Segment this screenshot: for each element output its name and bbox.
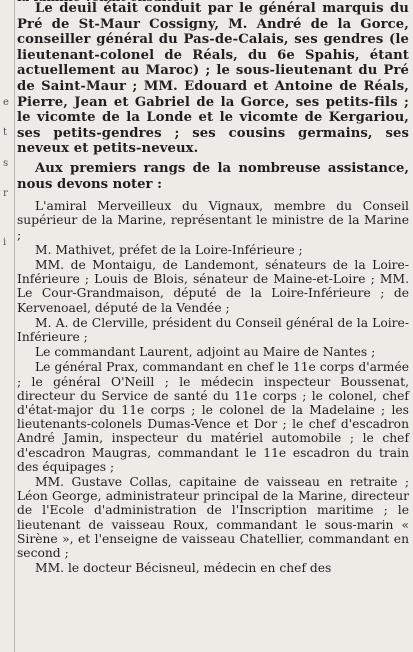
mourners-paragraph: Le deuil était conduit par le général marquis du Pré de St-Maur Cossigny, M. André de la Gorce, conseiller général du Pas-de-Calais, ses gendres (le lieutenant-colonel de Réals, du 6e Spahis, étant actuellement au Maroc) ; le sous-lieutenant du Pré de Saint-Maur ; MM. Edouard et Antoine de Réals, Pierre, Jean et Gabriel de la Gorce, ses petits-fils ; le vicomte de la Londe et le vicomte de Kergariou, ses petits-gendres ; ses cousins germains, ses neveux et petits-neveux. xyxy=(17,1,409,157)
assistance-intro: Aux premiers rangs de la nombreuse assistance, nous devons noter : xyxy=(17,160,409,192)
attendees-list xyxy=(17,199,409,575)
list-item: Le général Prax, commandant en chef le 11e corps d'armée ; le général O'Neill ; le médecin inspecteur Boussenat, directeur du Service de santé du 11e corps ; le colonel, chef d'état-major du 11e corps ; le colonel de la Madelaine ; les lieutenants-colonels Dumas-Vence et Dor ; le chef d'escadron André Jamin, inspecteur du matériel automobile ; le chef d'escadron Maugras, commandant le 11e escadron du train des équipages ; xyxy=(17,360,409,474)
list-item: L'amiral Merveilleux du Vignaux, membre du Conseil supérieur de la Marine, représentant le ministre de la Marine ; xyxy=(17,199,409,242)
gutter-mark: r xyxy=(3,188,8,199)
gutter-mark: e xyxy=(3,97,9,108)
gutter-mark: s xyxy=(3,158,9,169)
list-item: MM. Gustave Collas, capitaine de vaisseau en retraite ; Léon George, administrateur principal de la Marine, directeur de l'Ecole d'administration de l'Inscription maritime ; le lieutenant de vaisseau Roux, commandant le sous-marin « Sirène », et l'enseigne de vaisseau Chatellier, commandant en second ; xyxy=(17,474,409,560)
newspaper-column xyxy=(17,0,409,575)
list-item: M. A. de Clerville, président du Conseil général de la Loire-Inférieure ; xyxy=(17,315,409,344)
list-item: MM. le docteur Bécisneul, médecin en chef des xyxy=(35,561,332,576)
gutter-mark: i xyxy=(3,237,7,248)
list-item: Le commandant Laurent, adjoint au Maire de Nantes ; xyxy=(35,345,376,360)
column-rule xyxy=(14,0,15,652)
gutter-mark: t xyxy=(3,127,8,138)
list-item: M. Mathivet, préfet de la Loire-Inférieure ; xyxy=(35,242,303,257)
list-item: MM. de Montaigu, de Landemont, sénateurs de la Loire-Inférieure ; Louis de Blois, sénateur de Maine-et-Loire ; MM. Le Cour-Grandmaison, député de la Loire-Inférieure ; de Kervenoael, député de la Vendée ; xyxy=(17,257,409,315)
